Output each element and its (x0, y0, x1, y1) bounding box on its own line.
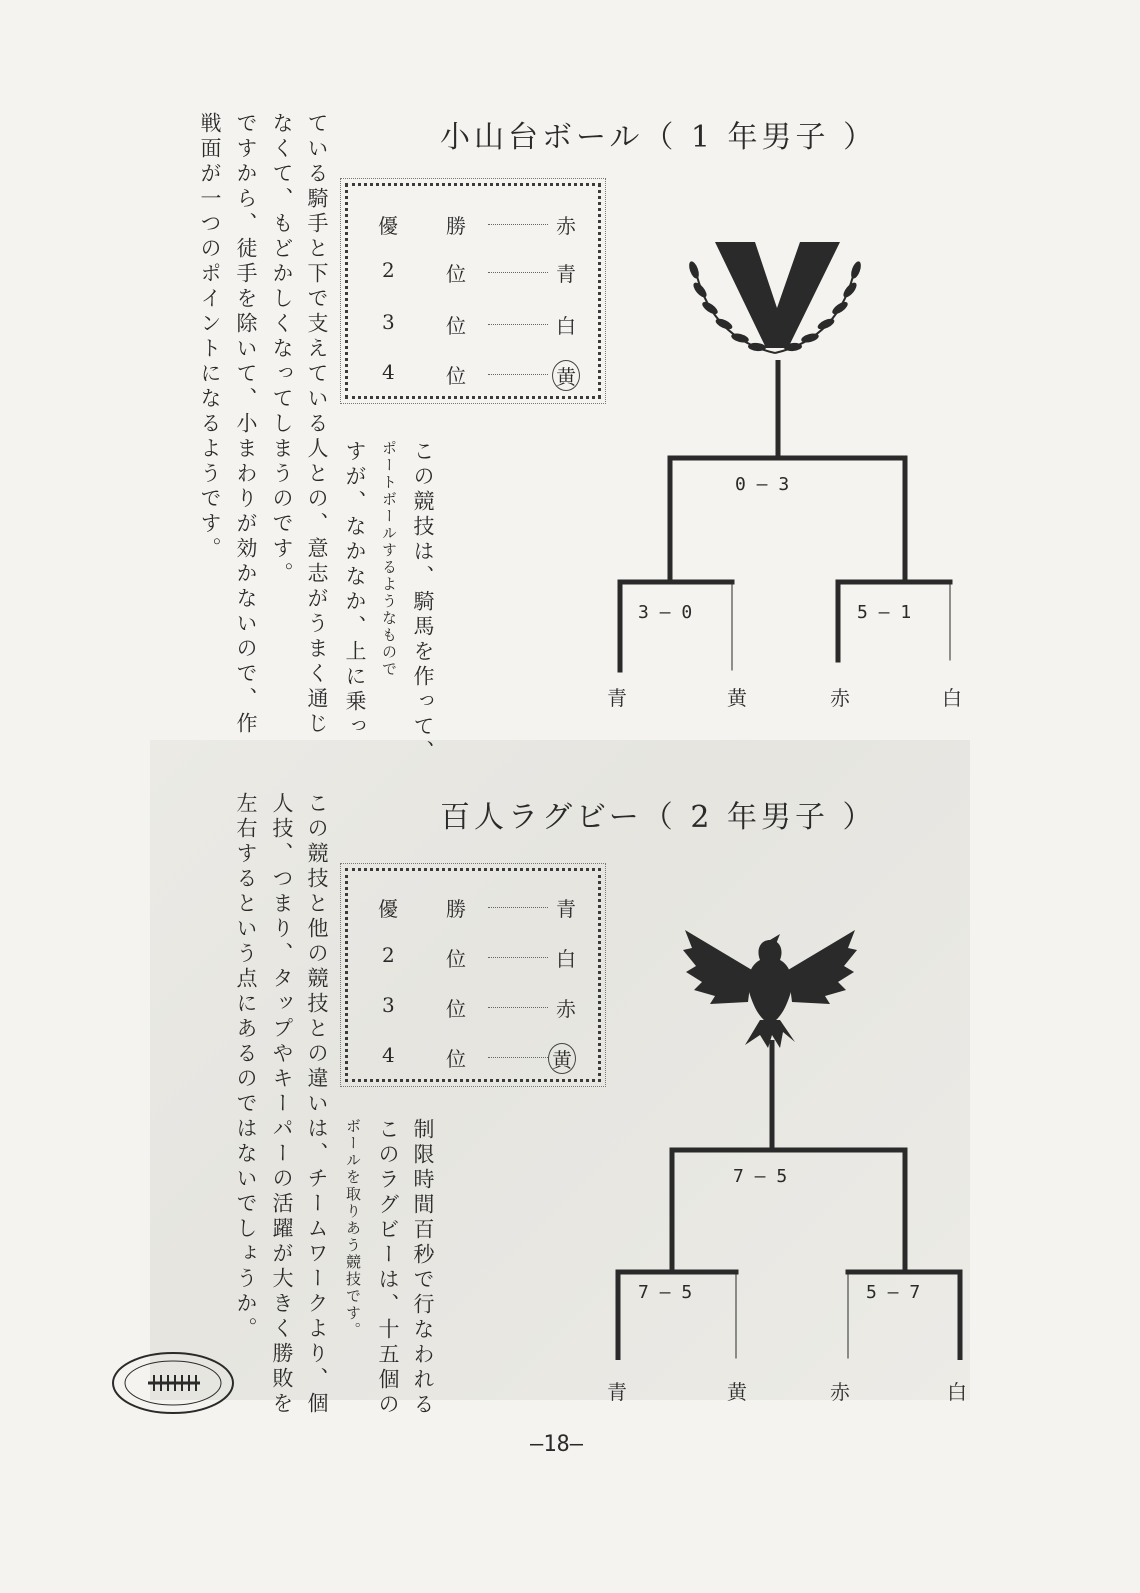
leader-dots (488, 893, 548, 908)
section1-title: 小山台ボール（ 1 年男子 ） (440, 120, 878, 155)
rank-label: 4 (382, 1043, 395, 1067)
section2-intro-line-2: このラグビーは、十五個の (376, 1118, 400, 1418)
ranking-row (348, 893, 598, 923)
section1-text-line-2: なくて、もどかしくなってしまうのです。 (270, 112, 294, 587)
section2-text-line-3: 左右するという点にあるのではないでしょうか。 (234, 792, 258, 1342)
section2-team-2: 黄 (727, 1380, 747, 1404)
section2-semi-right-score: 5 — 7 (866, 1282, 921, 1303)
rank-label: 3 (382, 310, 395, 334)
section1-intro-line-3: すが、なかなか、上に乗っ (343, 440, 367, 740)
section2-title: 百人ラグビー（ 2 年男子 ） (440, 800, 877, 835)
section2-text-line-1: この競技と他の競技との違いは、チームワークより、個 (305, 792, 329, 1417)
section1-final-score: 0 — 3 (735, 474, 790, 495)
section1-team-2: 黄 (727, 686, 747, 710)
rank-label: 優 (378, 214, 398, 238)
ranking-row (348, 310, 598, 340)
ranking-row (348, 210, 598, 240)
rank-team: 白 (556, 947, 576, 971)
section2-intro-line-3: ボールを取りあう競技です。 (344, 1118, 362, 1339)
rugby-ball-icon (108, 1348, 238, 1418)
ranking-row (348, 993, 598, 1023)
section1-semi-right-score: 5 — 1 (857, 602, 912, 623)
rank-team: 赤 (556, 214, 576, 238)
leader-dots (488, 943, 548, 958)
section1-text-line-4: 戦面が一つのポイントになるようです。 (198, 112, 222, 562)
ranking-row (348, 943, 598, 973)
rank-team: 青 (556, 897, 576, 921)
rank-team: 赤 (556, 997, 576, 1021)
rank-team-circled: 黄 (548, 1043, 576, 1074)
section1-text-line-3: ですから、徒手を除いて、小まわりが効かないので、作 (234, 112, 258, 737)
section2-team-1: 青 (607, 1380, 627, 1404)
section2-team-4: 白 (947, 1380, 967, 1404)
section2-team-3: 赤 (830, 1380, 850, 1404)
leader-dots (488, 258, 548, 273)
victory-laurel-icon (680, 228, 870, 368)
rank-label: 優 (378, 897, 398, 921)
section2-bracket (600, 1040, 980, 1360)
ranking-row (348, 1043, 598, 1073)
rank-suffix: 位 (446, 1047, 466, 1071)
rank-team: 白 (556, 314, 576, 338)
rank-label: 2 (382, 943, 395, 967)
section2-intro-line-1: 制限時間百秒で行なわれる (411, 1118, 435, 1418)
section2-semi-left-score: 7 — 5 (638, 1282, 693, 1303)
section2-text-line-2: 人技、つまり、タップやキーパーの活躍が大きく勝敗を (270, 792, 294, 1417)
rank-label: 4 (382, 360, 395, 384)
rank-team-circled: 黄 (552, 360, 580, 391)
section1-bracket (600, 360, 980, 680)
ranking-row (348, 258, 598, 288)
leader-dots (488, 210, 548, 225)
rank-suffix: 位 (446, 997, 466, 1021)
eagle-icon (680, 920, 860, 1060)
section1-team-4: 白 (942, 686, 962, 710)
rank-suffix: 位 (446, 262, 466, 286)
rank-label: 2 (382, 258, 395, 282)
rank-suffix: 勝 (446, 214, 466, 238)
section1-team-1: 青 (607, 686, 627, 710)
leader-dots (488, 993, 548, 1008)
section1-intro-line-2: ポートボールするようなもので (380, 440, 398, 678)
ranking-row (348, 360, 598, 390)
section1-intro-line-1: この競技は、騎馬を作って、 (411, 440, 435, 765)
leader-dots (488, 360, 548, 375)
rank-suffix: 位 (446, 364, 466, 388)
section1-team-3: 赤 (830, 686, 850, 710)
section1-semi-left-score: 3 — 0 (638, 602, 693, 623)
section2-final-score: 7 — 5 (733, 1166, 788, 1187)
leader-dots (488, 1043, 548, 1058)
section1-text-line-1: ている騎手と下で支えている人との、意志がうまく通じ (305, 112, 329, 737)
rank-suffix: 位 (446, 314, 466, 338)
page-number: —18— (530, 1432, 583, 1457)
rank-team: 青 (556, 262, 576, 286)
rank-suffix: 勝 (446, 897, 466, 921)
section1-ranking-box (345, 183, 601, 399)
leader-dots (488, 310, 548, 325)
section2-ranking-box (345, 868, 601, 1082)
rank-suffix: 位 (446, 947, 466, 971)
rank-label: 3 (382, 993, 395, 1017)
